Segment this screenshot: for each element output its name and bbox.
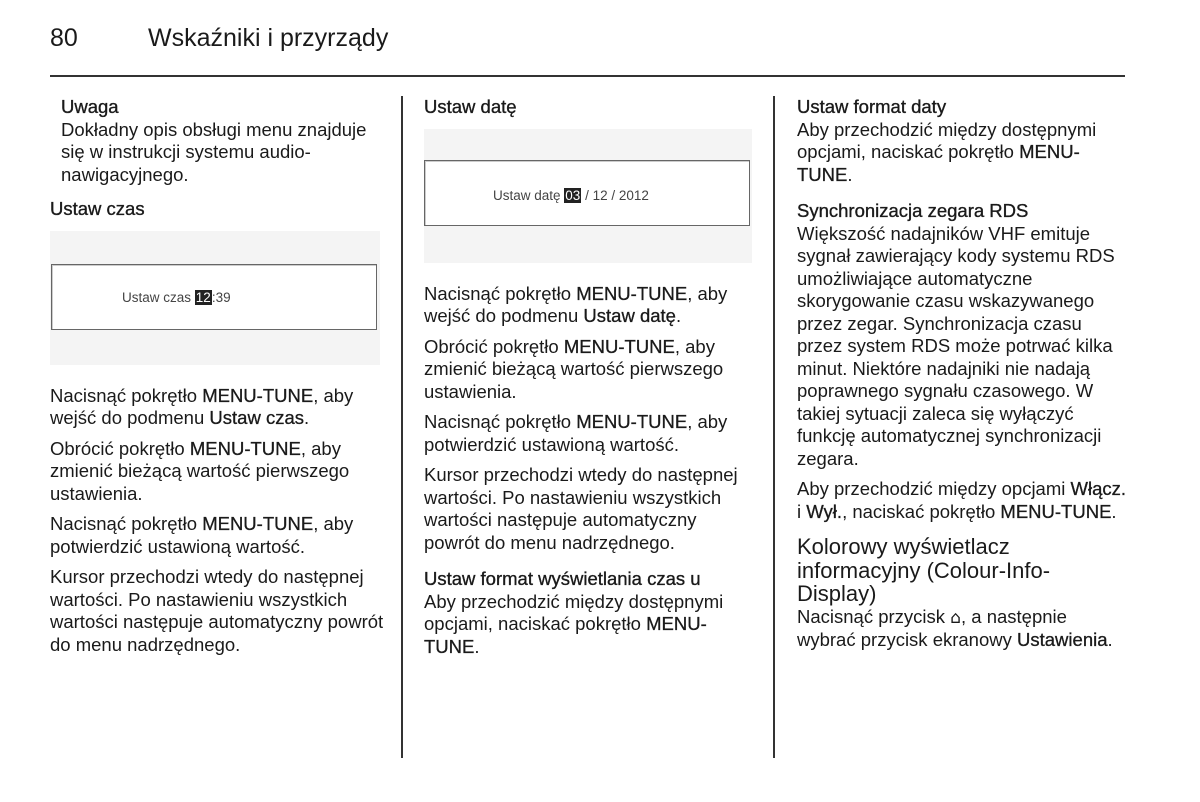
time-screen-figure <box>50 231 380 365</box>
section-title-ustaw-date: Ustaw datę <box>424 96 517 117</box>
date-screen-figure <box>424 129 752 263</box>
section-title-format-czasu: Ustaw format wyświetlania czas u <box>424 568 701 589</box>
paragraph: Nacisnąć pokrętło MENU-TUNE, aby potwierdzić ustawioną wartość. <box>424 411 728 455</box>
page-number: 80 <box>50 24 78 52</box>
time-screen-label: Ustaw czas <box>122 289 195 305</box>
column-3 <box>797 96 1127 660</box>
section-title-ustaw-czas: Ustaw czas <box>50 198 145 219</box>
date-screen-label: Ustaw datę <box>493 187 565 203</box>
date-display-screen <box>424 160 750 226</box>
column-divider-1 <box>401 96 403 758</box>
paragraph: Kursor przechodzi wtedy do następnej wartości. Po nastawieniu wszystkich wartości następuje automatyczny powrót do menu nadrzędnego. <box>50 566 384 655</box>
section-title-format-daty: Ustaw format daty <box>797 96 947 117</box>
paragraph: Nacisnąć pokrętło MENU-TUNE, aby wejść do podmenu Ustaw datę. <box>424 282 728 326</box>
home-icon: ⌂ <box>950 607 961 628</box>
section-title-rds: Synchronizacja zegara RDS <box>797 200 1029 221</box>
paragraph: Aby przechodzić między dostępnymi opcjami, naciskać pokrętło MENU-TUNE. <box>424 590 724 657</box>
paragraph: Nacisnąć pokrętło MENU-TUNE, aby wejść do podmenu Ustaw czas. <box>50 384 354 428</box>
time-screen-highlight: 12 <box>195 289 211 305</box>
paragraph: Większość nadajników VHF emituje sygnał zawierający kody systemu RDS umożliwiające automatyczne skorygowanie czasu wskazywanego przez zegar. Synchronizacja czasu przez system RDS może potrwać kilka minut. Niektóre nadajniki nie nadają poprawnego sygnału czasowego. W takiej sytuacji zaleca się wyłączyć funkcję automatycznej synchronizacji zegara. <box>797 222 1115 469</box>
paragraph: Aby przechodzić między dostępnymi opcjami, naciskać pokrętło MENU-TUNE. <box>797 118 1097 185</box>
note-box <box>50 96 385 186</box>
heading-colour-info-display: Kolorowy wyświetlacz informacyjny (Colour-Info-Display) <box>797 534 1051 606</box>
paragraph: Nacisnąć przycisk ⌂, a następnie wybrać przycisk ekranowy Ustawienia. <box>797 605 1113 650</box>
date-screen-highlight: 03 <box>565 187 581 203</box>
paragraph: Nacisnąć pokrętło MENU-TUNE, aby potwierdzić ustawioną wartość. <box>50 513 354 557</box>
chapter-title: Wskaźniki i przyrządy <box>148 24 389 52</box>
paragraph: Kursor przechodzi wtedy do następnej wartości. Po nastawieniu wszystkich wartości następuje automatyczny powrót do menu nadrzędnego. <box>424 464 738 553</box>
time-screen-rest: :39 <box>211 289 231 305</box>
paragraph: Obrócić pokrętło MENU-TUNE, aby zmienić bieżącą wartość pierwszego ustawienia. <box>424 335 724 402</box>
column-1 <box>50 96 385 664</box>
column-divider-2 <box>773 96 775 758</box>
column-2 <box>424 96 756 666</box>
note-title: Uwaga <box>61 96 119 117</box>
header-rule <box>50 75 1125 77</box>
note-text: Dokładny opis obsługi menu znajduje się w instrukcji systemu audio-nawigacyjnego. <box>61 118 367 185</box>
paragraph: Aby przechodzić między opcjami Włącz. i Wył., naciskać pokrętło MENU-TUNE. <box>797 478 1126 522</box>
time-display-screen <box>51 264 377 330</box>
date-screen-rest: / 12 / 2012 <box>581 187 649 203</box>
paragraph: Obrócić pokrętło MENU-TUNE, aby zmienić bieżącą wartość pierwszego ustawienia. <box>50 437 350 504</box>
